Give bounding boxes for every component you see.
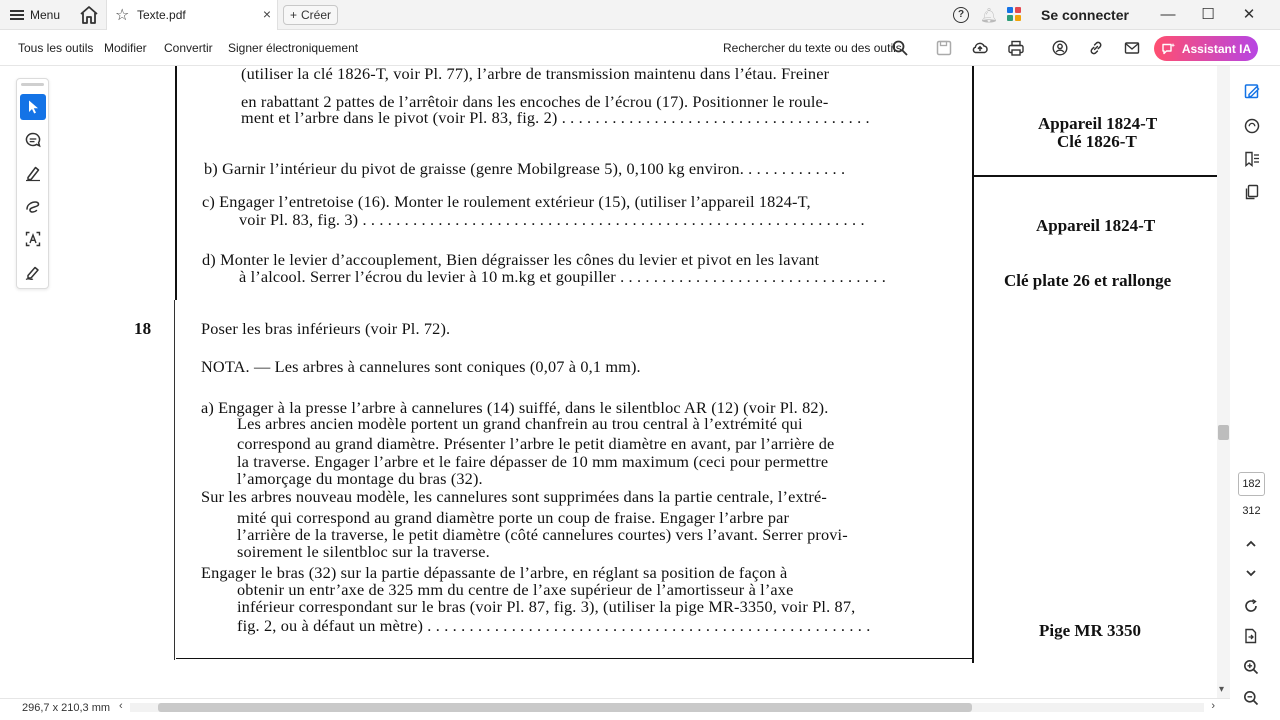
chevron-down-icon (1245, 568, 1257, 578)
palette-grip[interactable] (21, 83, 44, 86)
share-user-icon[interactable] (1051, 39, 1069, 57)
document-tab[interactable] (106, 0, 278, 30)
doc-line: obtenir un entr’axe de 325 mm du centre de l’axe supérieur de l’amortisseur à l’axe (237, 580, 794, 599)
help-icon[interactable]: ? (953, 7, 969, 23)
search-icon[interactable] (891, 39, 909, 57)
doc-line: l’amorçage du montage du bras (32). (237, 469, 483, 488)
comment-bubble-icon[interactable] (1243, 117, 1261, 135)
comment-tool-button[interactable] (20, 127, 46, 153)
plus-icon: + (289, 8, 297, 22)
apps-square (1015, 15, 1021, 21)
scroll-right-arrow-icon[interactable]: › (1211, 700, 1215, 712)
close-window-button[interactable]: ✕ (1242, 6, 1256, 23)
doc-line: Sur les arbres nouveau modèle, les cannelures sont supprimées dans la partie centrale, l’extré- (201, 487, 827, 506)
draw-tool-button[interactable] (20, 193, 46, 219)
zoom-out-button[interactable] (1239, 690, 1263, 710)
extract-page-icon (1243, 628, 1259, 644)
select-tool-button[interactable] (20, 94, 46, 120)
doc-line: mité qui correspond au grand diamètre porte un coup de fraise. Engager l’arbre par (237, 508, 790, 527)
vertical-scrollbar[interactable] (1217, 66, 1230, 700)
document-page[interactable] (6, 66, 1217, 698)
side-note: Clé plate 26 et rallonge (1004, 271, 1172, 290)
draw-freeform-icon (24, 197, 42, 215)
horizontal-scrollbar[interactable] (116, 700, 1218, 714)
rotate-icon (1243, 598, 1259, 614)
text-recognition-icon (24, 230, 42, 248)
save-icon[interactable] (935, 39, 953, 57)
column-divider-rule (972, 66, 974, 663)
apps-grid-icon[interactable] (1007, 7, 1021, 21)
doc-line: d) Monter le levier d’accouplement, Bien dégraisser les cônes du levier et pivot en les lavant (202, 250, 820, 269)
scroll-left-arrow-icon[interactable]: ‹ (119, 700, 123, 712)
apps-square (1007, 15, 1013, 21)
doc-line: Engager le bras (32) sur la partie dépassante de l’arbre, en réglant sa position de façon à (201, 563, 788, 582)
email-icon[interactable] (1123, 39, 1141, 57)
zoom-out-icon (1243, 690, 1259, 706)
bottom-rule (176, 658, 974, 659)
doc-line: la traverse. Engager l’arbre et le faire dépasser de 10 mm maximum (ceci pour permettre (237, 452, 829, 471)
left-margin-rule (175, 66, 177, 300)
side-column-separator (972, 175, 1217, 177)
maximize-button[interactable]: ☐ (1201, 6, 1215, 23)
hamburger-icon (10, 10, 24, 20)
sign-tool-button[interactable] (20, 259, 46, 285)
next-page-button[interactable] (1239, 566, 1263, 586)
right-sidebar (1232, 66, 1280, 720)
convert-menu[interactable]: Convertir (164, 41, 213, 55)
step-number: 18 (134, 319, 152, 338)
chevron-up-icon (1245, 539, 1257, 549)
previous-page-button[interactable] (1239, 537, 1263, 557)
rotate-button[interactable] (1239, 598, 1263, 618)
doc-line: ment et l’arbre dans le pivot (voir Pl. 83, fig. 2) . . . . . . . . . . . . . . . . . . . . . . . . . . . . . . . . . . . . . (241, 108, 870, 127)
doc-line: soirement le silentbloc sur la traverse. (237, 542, 490, 561)
tool-palette (16, 78, 49, 289)
side-note: Pige MR 3350 (1039, 621, 1141, 640)
horizontal-scroll-thumb[interactable] (158, 703, 972, 712)
text-recognition-tool-button[interactable] (20, 226, 46, 252)
print-icon[interactable] (1007, 39, 1025, 57)
zoom-in-icon (1243, 659, 1259, 675)
apps-square (1015, 7, 1021, 13)
scroll-down-arrow-icon[interactable]: ▾ (1219, 684, 1225, 695)
ai-assistant-label: Assistant IA (1181, 41, 1252, 56)
home-button[interactable] (78, 5, 100, 25)
sign-pen-icon (24, 263, 42, 281)
ai-chat-icon (1161, 42, 1176, 56)
doc-line: en rabattant 2 pattes de l’arrêtoir dans les encoches de l’écrou (17). Positionner le roule- (241, 92, 829, 111)
doc-line: l’arrière de la traverse, le petit diamètre (côté cannelures courtes) vers l’avant. Serrer provi- (237, 525, 848, 544)
doc-line: à l’alcool. Serrer l’écrou du levier à 10 m.kg et goupiller . . . . . . . . . . . . . . . . . . . . . . . . . . . . . . . . (239, 267, 886, 286)
upload-cloud-icon[interactable] (971, 39, 989, 57)
search-tools-field[interactable]: Rechercher du texte ou des outils (723, 41, 902, 55)
all-tools-menu[interactable]: Tous les outils (18, 41, 94, 55)
side-note: Appareil 1824-T (1038, 114, 1158, 133)
edit-menu[interactable]: Modifier (104, 41, 147, 55)
doc-line: fig. 2, ou à défaut un mètre) . . . . . . . . . . . . . . . . . . . . . . . . . . . . . . . . . . . . . . . . . . . . . . . . . . . . . (237, 616, 871, 635)
tab-title: Texte.pdf (137, 8, 186, 22)
page-total: 312 (1242, 505, 1261, 517)
comment-icon (24, 131, 42, 149)
apps-square (1007, 7, 1013, 13)
edit-pdf-icon[interactable] (1243, 82, 1261, 100)
doc-line: Les arbres ancien modèle portent un grand chanfrein au trou central à l’extrémité qui (237, 414, 803, 433)
zoom-in-button[interactable] (1239, 659, 1263, 679)
doc-line: b) Garnir l’intérieur du pivot de graisse (genre Mobilgrease 5), 0,100 kg environ. . . . . . . . . . . . . (204, 159, 846, 178)
close-tab-icon[interactable]: × (262, 6, 271, 22)
home-icon (78, 5, 100, 25)
doc-line: c) Engager l’entretoise (16). Monter le roulement extérieur (15), (utiliser l’appareil 1824-T, (202, 192, 811, 211)
doc-line: NOTA. — Les arbres à cannelures sont coniques (0,07 à 0,1 mm). (201, 357, 641, 376)
notification-bell-icon[interactable]: 🔔︎ (980, 7, 998, 23)
current-page-input[interactable]: 182 (1238, 472, 1265, 496)
star-icon[interactable]: ☆ (115, 7, 130, 24)
side-note: Clé 1826-T (1057, 132, 1137, 151)
doc-line: correspond au grand diamètre. Présenter l’arbre le petit diamètre en avant, par l’arrière de (237, 434, 835, 453)
create-label: Créer (301, 8, 332, 22)
extract-page-button[interactable] (1239, 628, 1263, 648)
highlight-pen-icon (24, 164, 42, 182)
toolbar (0, 30, 1280, 66)
e-sign-menu[interactable]: Signer électroniquement (228, 41, 359, 55)
minimize-button[interactable]: — (1160, 6, 1176, 23)
menu-button[interactable] (10, 4, 60, 26)
page-dimensions: 296,7 x 210,3 mm (22, 702, 111, 714)
sign-in-link[interactable]: Se connecter (1041, 7, 1129, 23)
menu-label: Menu (30, 8, 61, 22)
highlight-tool-button[interactable] (20, 160, 46, 186)
doc-line: a) Engager à la presse l’arbre à cannelures (14) suiffé, dans le silentbloc AR (12) (voir Pl. 82). (201, 398, 829, 417)
ai-assistant-button[interactable] (1154, 36, 1258, 61)
select-cursor-icon (26, 99, 40, 115)
side-note: Appareil 1824-T (1036, 216, 1156, 235)
pages-icon[interactable] (1243, 183, 1261, 201)
doc-line: voir Pl. 83, fig. 3) . . . . . . . . . . . . . . . . . . . . . . . . . . . . . . . . . . . . . . . . . . . . . . . . . . . . . . . . . . . . (239, 210, 865, 229)
bookmark-icon[interactable] (1243, 150, 1261, 168)
link-icon[interactable] (1087, 39, 1105, 57)
section-heading: Poser les bras inférieurs (voir Pl. 72). (201, 319, 451, 338)
create-button[interactable] (283, 5, 338, 25)
vertical-scroll-thumb[interactable] (1218, 425, 1229, 440)
title-bar (0, 0, 1280, 30)
doc-line: (utiliser la clé 1826-T, voir Pl. 77), l’arbre de transmission maintenu dans l’étau. Freiner (241, 66, 830, 83)
doc-line: inférieur correspondant sur le bras (voir Pl. 87, fig. 3), (utiliser la pige MR-3350, voir Pl. 87, (237, 597, 856, 616)
left-margin-rule (174, 300, 175, 660)
